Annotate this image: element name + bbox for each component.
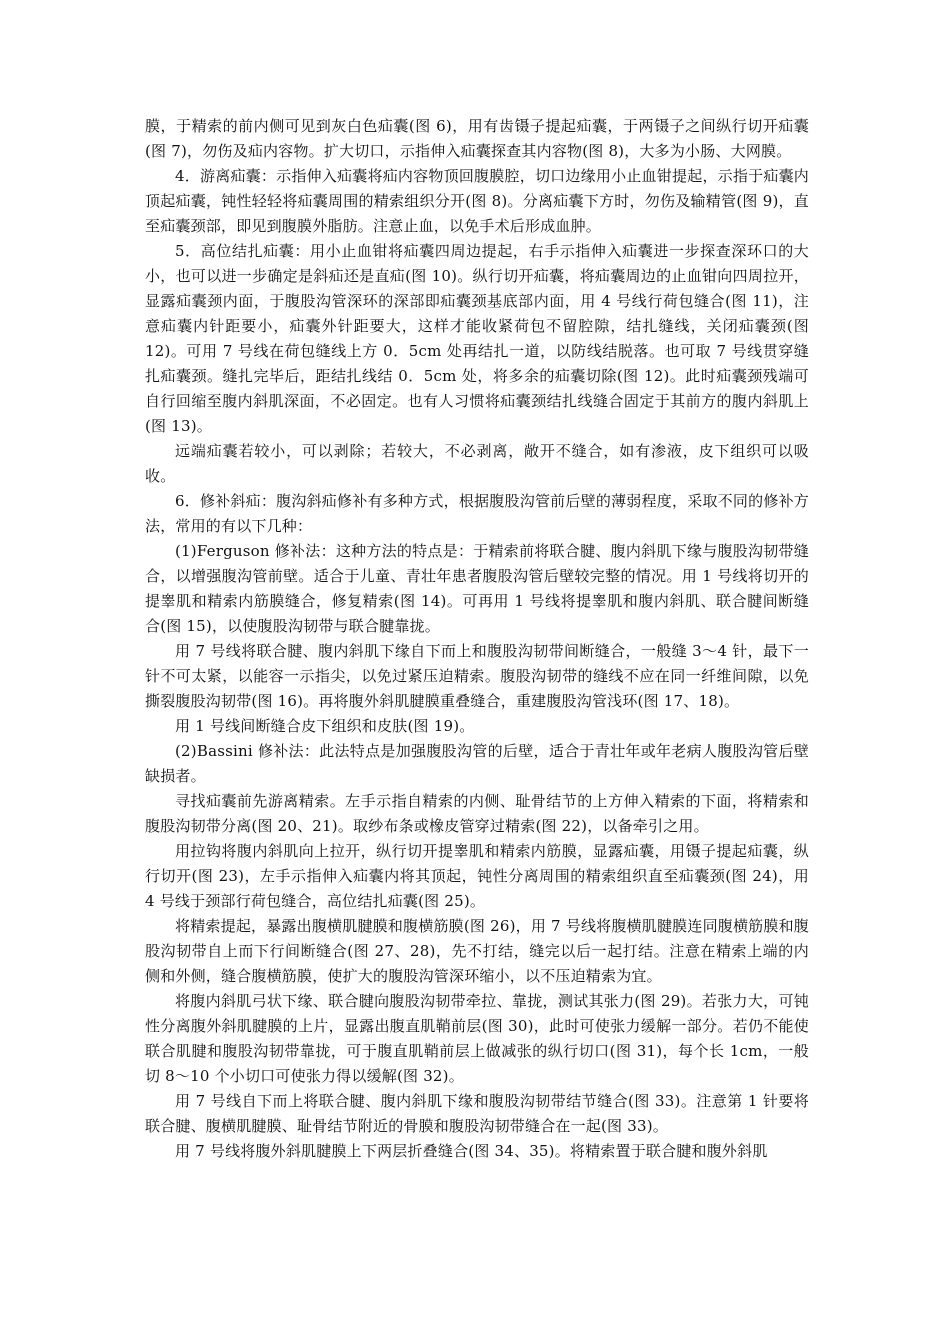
paragraph-bassini-method: (2)Bassini 修补法：此法特点是加强腹股沟管的后壁，适合于青壮年或年老病人腹股沟管后壁缺损者。 xyxy=(145,742,809,785)
paragraph-continuation: 膜，于精索的前内侧可见到灰白色疝囊(图 6)，用有齿镊子提起疝囊，于两镊子之间纵行切开疝囊(图 7)，勿伤及疝内容物。扩大切口，示指伸入疝囊探查其内容物(图 8)，大多为小肠、大网膜。 xyxy=(145,117,809,160)
paragraph-free-spermatic-cord: 寻找疝囊前先游离精索。左手示指自精索的内侧、耻骨结节的上方伸入精索的下面，将精索和腹股沟韧带分离(图 20、21)。取纱布条或橡皮管穿过精索(图 22)，以备牵引之用。 xyxy=(145,792,809,835)
paragraph-conjoint-tendon-suture: 用 7 号线自下而上将联合腱、腹内斜肌下缘和腹股沟韧带结节缝合(图 33)。注意第 1 针要将联合腱、腹横肌腱膜、耻骨结节附近的骨膜和腹股沟韧带缝合在一起(图 33)。 xyxy=(145,1092,809,1135)
paragraph-distal-sac: 远端疝囊若较小，可以剥除；若较大，不必剥离，敞开不缝合，如有渗液，皮下组织可以吸收。 xyxy=(145,442,809,485)
paragraph-step-5-high-ligation: 5．高位结扎疝囊：用小止血钳将疝囊四周边提起，右手示指伸入疝囊进一步探查深环口的大小，也可以进一步确定是斜疝还是直疝(图 10)。纵行切开疝囊，将疝囊周边的止血钳向四周拉开，显露疝囊颈内面，于腹股沟管深环的深部即疝囊颈基底部内面，用 4 号线行荷包缝合(图 11)，注意疝囊内针距要小，疝囊外针距要大，这样才能收紧荷包不留腔隙，结扎缝线，关闭疝囊颈(图 12)。可用 7 号线在荷包缝线上方 0．5cm 处再结扎一道，以防线结脱落。也可取 7 号线贯穿缝扎疝囊颈。缝扎完毕后，距结扎线结 0．5cm 处，将多余的疝囊切除(图 12)。此时疝囊颈残端可自行回缩至腹内斜肌深面，不必固定。也有人习惯将疝囊颈结扎线缝合固定于其前方的腹内斜肌上(图 13)。 xyxy=(145,242,809,435)
paragraph-external-oblique-overlap: 用 7 号线将腹外斜肌腱膜上下两层折叠缝合(图 34、35)。将精索置于联合腱和腹外斜肌 xyxy=(175,1142,768,1160)
paragraph-step-6-repair: 6．修补斜疝：腹沟斜疝修补有多种方式，根据腹股沟管前后壁的薄弱程度，采取不同的修补方法，常用的有以下几种： xyxy=(145,492,809,535)
paragraph-ferguson-method: (1)Ferguson 修补法：这种方法的特点是：于精索前将联合腱、腹内斜肌下缘与腹股沟韧带缝合，以增强腹沟管前壁。适合于儿童、青壮年患者腹股沟管后壁较完整的情况。用 1 号线将切开的提睾肌和精索内筋膜缝合，修复精索(图 14)。可再用 1 号线将提睾肌和腹内斜肌、联合腱间断缝合(图 15)，以使腹股沟韧带与联合腱靠拢。 xyxy=(145,542,809,635)
paragraph-ferguson-suture: 用 7 号线将联合腱、腹内斜肌下缘自下而上和腹股沟韧带间断缝合，一般缝 3～4 针，最下一针不可太紧，以能容一示指尖，以免过紧压迫精索。腹股沟韧带的缝线不应在同一纤维间隙，以免撕裂腹股沟韧带(图 16)。再将腹外斜肌腱膜重叠缝合，重建腹股沟管浅环(图 17、18)。 xyxy=(145,642,809,710)
paragraph-tension-test: 将腹内斜肌弓状下缘、联合腱向腹股沟韧带牵拉、靠拢，测试其张力(图 29)。若张力大，可钝性分离腹外斜肌腱膜的上片，显露出腹直肌鞘前层(图 30)，此时可使张力缓解一部分。若仍不能使联合肌腱和腹股沟韧带靠拢，可于腹直肌鞘前层上做减张的纵行切口(图 31)，每个长 1cm，一般切 8～10 个小切口可使张力得以缓解(图 32)。 xyxy=(145,992,809,1085)
paragraph-open-hernia-sac: 用拉钩将腹内斜肌向上拉开，纵行切开提睾肌和精索内筋膜，显露疝囊，用镊子提起疝囊，纵行切开(图 23)，左手示指伸入疝囊内将其顶起，钝性分离周围的精索组织直至疝囊颈(图 24)，用 4 号线于颈部行荷包缝合，高位结扎疝囊(图 25)。 xyxy=(145,842,809,910)
paragraph-step-4-free-hernia-sac: 4．游离疝囊：示指伸入疝囊将疝内容物顶回腹膜腔，切口边缘用小止血钳提起，示指于疝囊内顶起疝囊，钝性轻轻将疝囊周围的精索组织分开(图 8)。分离疝囊下方时，勿伤及输精管(图 9)，直至疝囊颈部，即见到腹膜外脂肪。注意止血，以免手术后形成血肿。 xyxy=(145,167,809,235)
paragraph-skin-closure: 用 1 号线间断缝合皮下组织和皮肤(图 19)。 xyxy=(175,717,475,735)
paragraph-transversalis-suture: 将精索提起，暴露出腹横肌腱膜和腹横筋膜(图 26)，用 7 号线将腹横肌腱膜连同腹横筋膜和腹股沟韧带自上而下行间断缝合(图 27、28)，先不打结，缝完以后一起打结。注意在精索上端的内侧和外侧，缝合腹横筋膜，使扩大的腹股沟管深环缩小，以不压迫精索为宜。 xyxy=(145,917,809,985)
document-body xyxy=(145,114,809,1164)
